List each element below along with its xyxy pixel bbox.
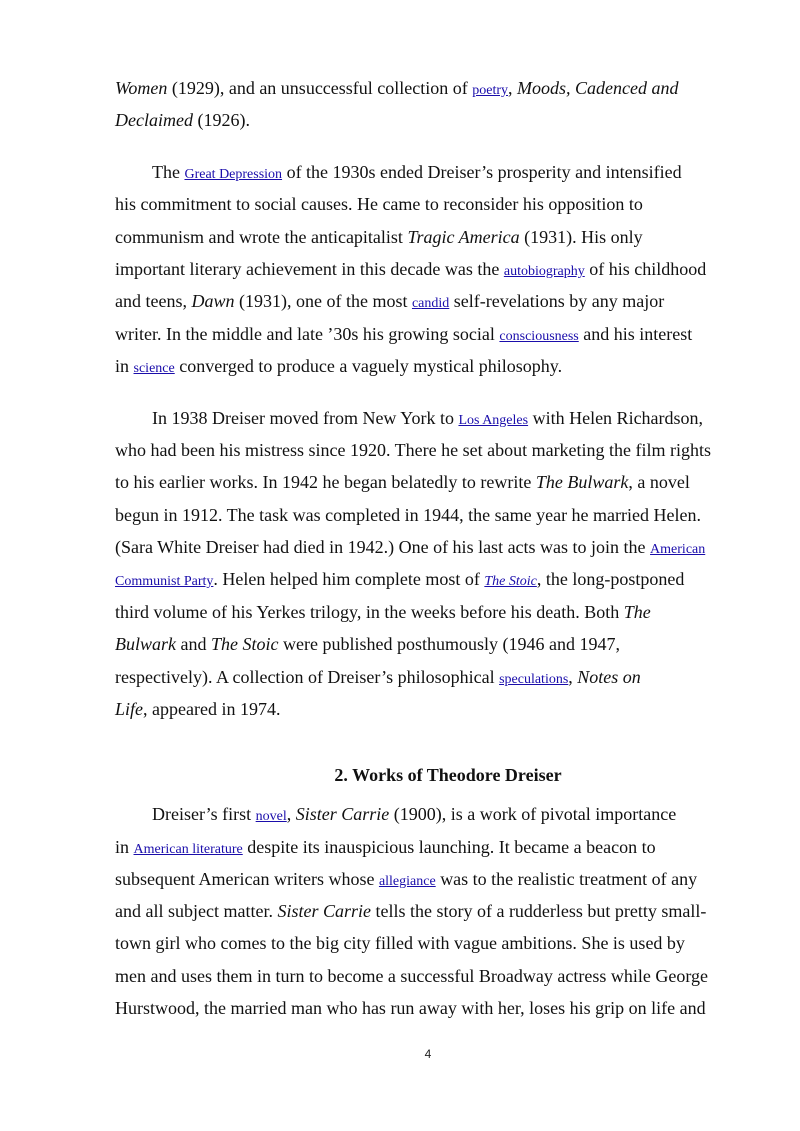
text-line: important literary achievement in this decade was the autobiography of his childhood <box>115 259 707 279</box>
text-line: who had been his mistress since 1920. There he set about marketing the film rights <box>115 440 712 460</box>
text-line: in American literature despite its inauspicious launching. It became a beacon to <box>115 837 656 857</box>
text-line: communism and wrote the anticapitalist Tragic America (1931). His only <box>115 227 643 247</box>
text-line: writer. In the middle and late ’30s his growing social consciousness and his interest <box>115 324 693 344</box>
italic-title: Declaimed <box>115 110 193 130</box>
text-line: In 1938 Dreiser moved from New York to Los Angeles with Helen Richardson, <box>152 408 704 428</box>
link-american-communist-party[interactable]: Communist Party <box>115 574 214 589</box>
text-line: Women (1929), and an unsuccessful collection of poetry, Moods, Cadenced and <box>115 78 679 98</box>
text-line: begun in 1912. The task was completed in 1944, the same year he married Helen. <box>115 505 701 525</box>
link-speculations[interactable]: speculations <box>499 672 569 687</box>
italic-title: Dawn <box>191 291 235 311</box>
text-line: Declaimed (1926). <box>115 110 250 130</box>
text-line: respectively). A collection of Dreiser’s philosophical speculations, Notes on <box>115 667 641 687</box>
text-line: and all subject matter. Sister Carrie tells the story of a rudderless but pretty small- <box>115 901 707 921</box>
link-autobiography[interactable]: autobiography <box>503 264 585 279</box>
link-allegiance[interactable]: allegiance <box>378 874 436 889</box>
link-novel[interactable]: novel <box>255 809 287 824</box>
italic-title: Life <box>115 699 144 719</box>
text-line: Communist Party. Helen helped him complete most of The Stoic, the long-postponed <box>115 569 685 589</box>
italic-title: Moods, Cadenced and <box>517 78 679 98</box>
text-line: in science converged to produce a vaguely mystical philosophy. <box>115 356 563 376</box>
section-heading: 2. Works of Theodore Dreiser <box>334 765 562 785</box>
italic-title: The <box>623 602 651 622</box>
link-science[interactable]: science <box>133 361 175 376</box>
text-line: his commitment to social causes. He came to reconsider his opposition to <box>115 194 643 214</box>
link-poetry[interactable]: poetry <box>472 83 509 98</box>
italic-title: The Stoic <box>211 634 279 654</box>
italic-title: The Bulwark <box>535 472 629 492</box>
italic-title: Sister Carrie <box>277 901 371 921</box>
link-american-literature[interactable]: American literature <box>133 842 243 857</box>
link-consciousness[interactable]: consciousness <box>499 329 579 344</box>
text-line: Bulwark and The Stoic were published posthumously (1946 and 1947, <box>115 634 620 654</box>
text-line: (Sara White Dreiser had died in 1942.) One of his last acts was to join the American <box>115 537 706 557</box>
text-line: to his earlier works. In 1942 he began belatedly to rewrite The Bulwark, a novel <box>115 472 690 492</box>
text-line: subsequent American writers whose allegiance was to the realistic treatment of any <box>115 869 698 889</box>
link-the-stoic[interactable]: The Stoic <box>484 574 537 589</box>
link-great-depression[interactable]: Great Depression <box>184 167 283 182</box>
text-line: Life, appeared in 1974. <box>115 699 281 719</box>
italic-title: Sister Carrie <box>295 804 390 824</box>
italic-title: Women <box>115 78 168 98</box>
italic-title: Notes on <box>577 667 641 687</box>
link-american-communist-party[interactable]: American <box>650 542 706 557</box>
link-candid[interactable]: candid <box>411 296 450 311</box>
text-line: men and uses them in turn to become a successful Broadway actress while George <box>115 966 708 986</box>
text-line: third volume of his Yerkes trilogy, in the weeks before his death. Both The <box>115 602 651 622</box>
link-los-angeles[interactable]: Los Angeles <box>458 413 529 428</box>
text-line: town girl who comes to the big city filled with vague ambitions. She is used by <box>115 933 685 953</box>
text-line: Hurstwood, the married man who has run away with her, loses his grip on life and <box>115 998 706 1018</box>
text-line: The Great Depression of the 1930s ended Dreiser’s prosperity and intensified <box>152 162 682 182</box>
text-line: Dreiser’s first novel, Sister Carrie (1900), is a work of pivotal importance <box>152 804 677 824</box>
italic-title: Tragic America <box>407 227 520 247</box>
text-line: and teens, Dawn (1931), one of the most candid self-revelations by any major <box>115 291 665 311</box>
italic-title: Bulwark <box>115 634 176 654</box>
page-number: 4 <box>424 1047 432 1061</box>
